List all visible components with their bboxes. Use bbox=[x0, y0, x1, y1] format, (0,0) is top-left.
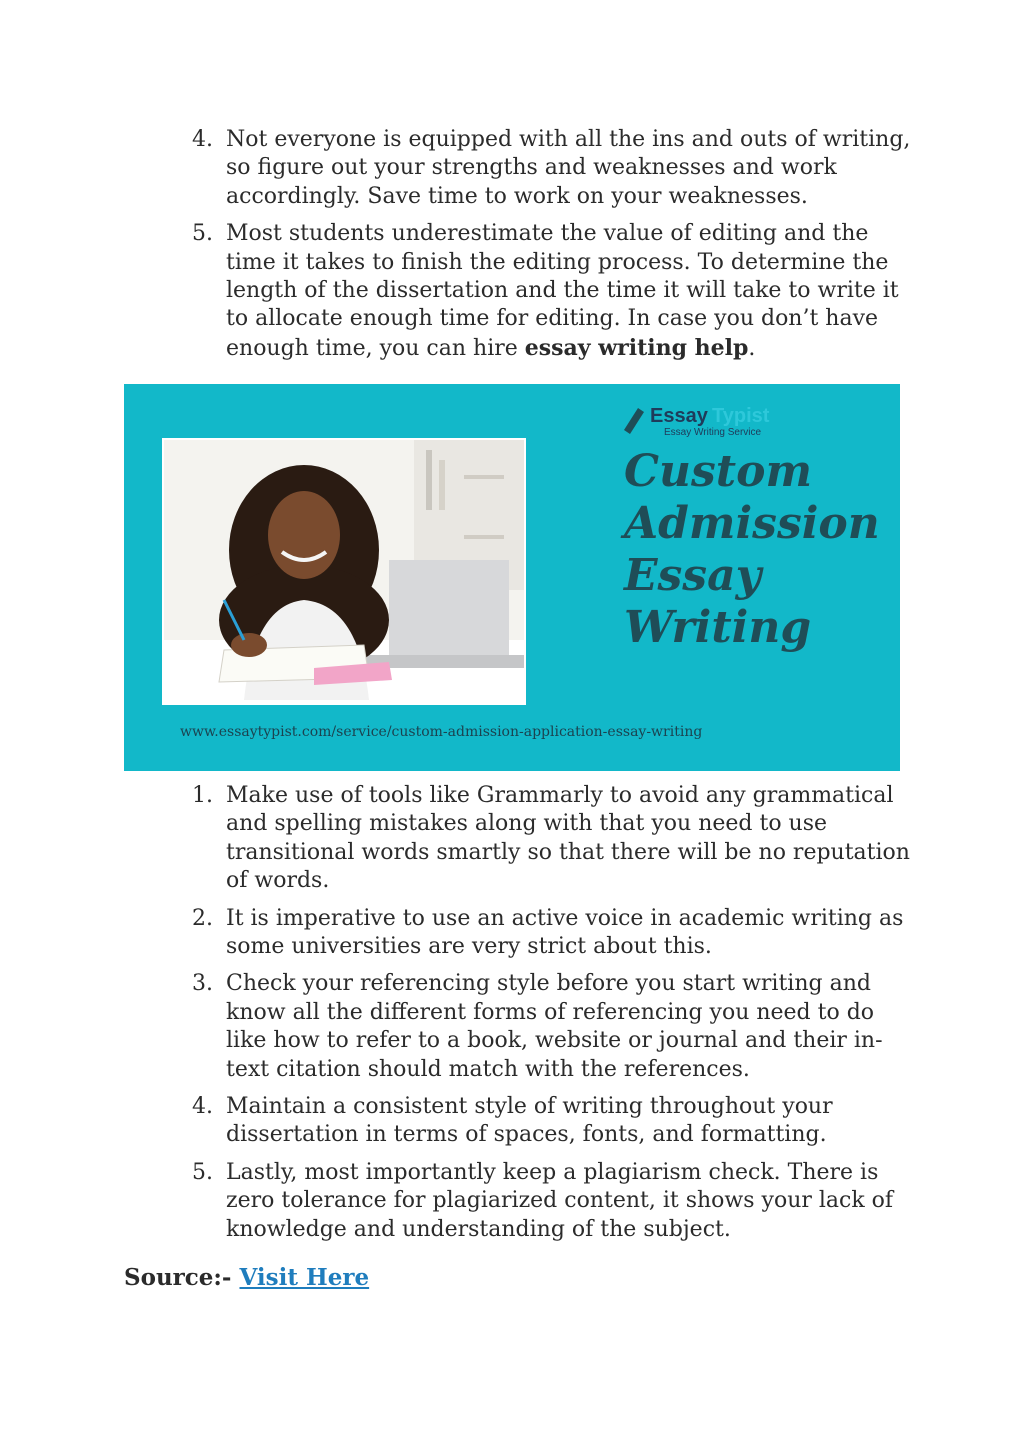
list-item bbox=[192, 220, 912, 363]
list-text: Not everyone is equipped with all the ins and outs of writing, so figure out your strengths and weaknesses and work accordingly. Save time to work on your weaknesses. bbox=[226, 127, 911, 209]
headline-line: Admission bbox=[624, 498, 880, 549]
list-item bbox=[192, 782, 912, 896]
list-text: It is imperative to use an active voice in academic writing as some universities are very strict about this. bbox=[226, 905, 904, 960]
list-number: 3. bbox=[192, 971, 213, 997]
banner-url: www.essaytypist.com/service/custom-admission-application-essay-writing bbox=[180, 724, 703, 740]
headline-line: Custom bbox=[624, 446, 813, 497]
headline-line: Writing bbox=[624, 602, 812, 653]
source-line bbox=[124, 1264, 369, 1291]
list-text-before: Most students underestimate the value of editing and the time it takes to finish the editing process. To determine the length of the dissertation and the time it will take to write it to allocate enough time for editing. In case you don’t have enough time, you can hire bbox=[226, 221, 899, 361]
logo-word-typist: Typist bbox=[712, 405, 770, 427]
list-text bbox=[226, 220, 912, 363]
list-number: 1. bbox=[192, 783, 213, 808]
list-text: Make use of tools like Grammarly to avoid any grammatical and spelling mistakes along with that you need to use transitional words smartly so that there will be no reputation of words. bbox=[226, 783, 910, 894]
banner-headline bbox=[624, 446, 880, 654]
list-number: 4. bbox=[192, 127, 213, 152]
essay-typist-logo bbox=[620, 400, 820, 440]
source-label: Source:- bbox=[124, 1264, 232, 1291]
list-text: Check your referencing style before you start writing and know all the different forms of referencing you need to do like how to refer to a book, website or journal and their in-text citation should match with the references. bbox=[226, 971, 883, 1082]
list-number: 2. bbox=[192, 905, 213, 931]
list-item bbox=[192, 1093, 912, 1150]
logo-word-essay: Essay bbox=[650, 405, 708, 427]
promo-banner-image bbox=[124, 384, 900, 771]
numbered-list-bottom bbox=[192, 782, 912, 1253]
list-item bbox=[192, 1159, 912, 1244]
list-item bbox=[192, 126, 912, 211]
list-number: 4. bbox=[192, 1094, 213, 1120]
list-item bbox=[192, 905, 912, 962]
numbered-list-top bbox=[192, 126, 912, 372]
student-photo bbox=[162, 438, 526, 705]
list-number: 5. bbox=[192, 1159, 213, 1185]
visit-here-link[interactable]: Visit Here bbox=[239, 1264, 370, 1291]
list-text: Lastly, most importantly keep a plagiarism check. There is zero tolerance for plagiarized content, it shows your lack of knowledge and understanding of the subject. bbox=[226, 1159, 894, 1242]
list-text-after: . bbox=[748, 335, 756, 361]
list-item bbox=[192, 970, 912, 1084]
headline-line: Essay bbox=[624, 550, 762, 601]
essay-writing-help-link[interactable]: essay writing help bbox=[524, 334, 749, 361]
list-text: Maintain a consistent style of writing throughout your dissertation in terms of spaces, fonts, and formatting. bbox=[226, 1094, 833, 1148]
list-number: 5. bbox=[192, 221, 213, 247]
logo-tagline: Essay Writing Service bbox=[664, 427, 762, 438]
